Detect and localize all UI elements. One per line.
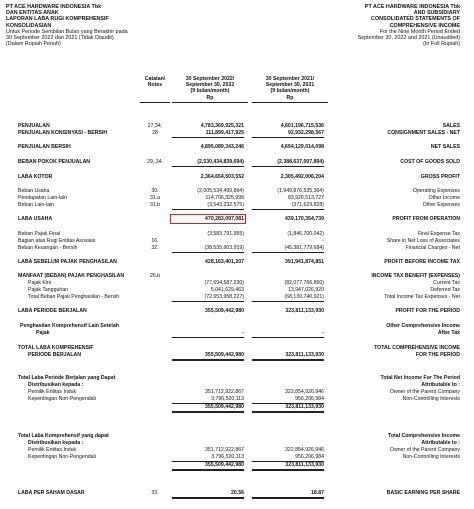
row-label-id: LABA PERIODE BERJALAN xyxy=(18,308,87,314)
row-value-2022: 111,899,417,925 xyxy=(172,130,244,138)
row-label-id: Distribusikan kepada : xyxy=(28,382,84,388)
row-label-id: Pajak Tangguhan xyxy=(28,287,68,293)
statement-row-laba-kotor xyxy=(0,174,474,181)
row-note: 33. xyxy=(151,490,159,496)
row-label-id: LABA USAHA xyxy=(18,216,53,222)
row-value-2021: - xyxy=(322,238,324,244)
statement-title-en-2: COMPREHENSIVE INCOME xyxy=(389,22,460,29)
row-value-2022: 355,509,442,980 xyxy=(172,352,244,361)
row-value-2022: 351,712,922,867 xyxy=(205,389,244,395)
row-label-en: Total Comprehensive Income xyxy=(388,433,460,439)
row-note: 31.a xyxy=(149,195,161,201)
row-label-en: BASIC EARNING PER SHARE xyxy=(386,490,460,496)
row-label-id: Total Laba Komprehensif yang dapat xyxy=(18,433,109,439)
row-value-2021: (45,381,779,684) xyxy=(252,245,324,253)
row-value-2021: 92,932,298,567 xyxy=(252,130,324,138)
row-value-2021: 439,170,354,739 xyxy=(285,216,324,222)
row-value-2021: 323,811,133,930 xyxy=(252,352,324,361)
row-label-en: Attributable to : xyxy=(421,382,460,388)
row-value-2021: (82,077,766,860) xyxy=(284,280,324,286)
row-label-en: Non-Controlling Interests xyxy=(402,396,460,402)
row-value-2021: 2,305,492,006,204 xyxy=(280,174,324,180)
statement-row-pajak-tangguhan xyxy=(0,287,474,294)
statement-title-id-2: KONSOLIDASIAN xyxy=(6,22,52,29)
statement-row-eps xyxy=(0,490,474,497)
statement-row-beban-lain xyxy=(0,202,474,209)
row-label-en: PROFIT BEFORE INCOME TAX xyxy=(384,259,460,265)
statement-row-penghasilan-komp-1 xyxy=(0,323,474,330)
row-label-id: Beban Keuangan - Bersih xyxy=(18,245,78,251)
statement-row-tlk-1 xyxy=(0,433,474,440)
row-value-2021: (1,949,876,535,364) xyxy=(277,188,324,194)
row-value-2021: 322,854,926,946 xyxy=(285,389,324,395)
subsidiary-id: DAN ENTITAS ANAK xyxy=(6,10,59,17)
statement-row-total-lk-2 xyxy=(0,352,474,359)
row-label-id: Beban Pajak Final xyxy=(18,231,61,237)
statement-row-penjualan xyxy=(0,123,474,130)
row-value-2022: (3,583,791,955) xyxy=(207,231,244,237)
notes-header-line: Catatan/ xyxy=(144,76,166,82)
row-label-en: PROFIT FROM OPERATION xyxy=(392,216,460,222)
statement-row-tlpb-1 xyxy=(0,375,474,382)
row-label-en: Non-Controlling Interests xyxy=(402,454,460,460)
row-label-en: PROFIT FOR THE PERIOD xyxy=(395,308,460,314)
row-note: 26.b xyxy=(149,273,161,279)
row-value-2022: 3,796,520,113 xyxy=(172,396,244,404)
row-label-id: PERIODE BERJALAN xyxy=(28,352,82,358)
row-label-id: MANFAAT (BEBAN) PAJAK PENGHASILAN xyxy=(18,273,125,279)
statement-title-en: CONSOLIDATED STATEMENTS OF xyxy=(371,16,460,23)
subsidiary-en: AND SUBSIDIARY xyxy=(413,10,460,17)
row-label-id: Beban Usaha xyxy=(18,188,50,194)
row-value-2022: 5,041,629,463 xyxy=(210,287,244,293)
statement-row-bagian-rugi xyxy=(0,238,474,245)
statement-row-tlpb-total xyxy=(0,404,474,411)
y2022-header-line: 30 September 2022/ xyxy=(185,76,235,82)
row-value-2021: (1,846,700,042) xyxy=(287,231,324,237)
row-value-2021: 13,947,026,920 xyxy=(287,287,324,293)
row-label-id: Beban Lain-lain xyxy=(18,202,55,208)
statement-row-tlk-2 xyxy=(0,440,474,447)
row-label-en: SALES xyxy=(442,123,460,129)
row-value-2022: 20.56 xyxy=(172,490,244,499)
row-label-en: TOTAL COMPREHENSIVE INCOME xyxy=(374,345,460,351)
statement-row-beban-usaha xyxy=(0,188,474,195)
row-value-2022: (3,543,232,575) xyxy=(172,202,244,210)
row-label-en: COST OF GOODS SOLD xyxy=(400,159,460,165)
period-en: For the Nine Month Period Ended xyxy=(379,28,460,35)
row-value-2022: 4,783,369,925,321 xyxy=(200,123,244,129)
row-value-2021: 4,601,196,715,536 xyxy=(280,123,324,129)
header-left xyxy=(6,4,216,47)
row-label-en: GROSS PROFIT xyxy=(420,174,460,180)
row-value-2022: 2,364,654,503,552 xyxy=(200,174,244,180)
period-dates-id: 30 September 2022 dan 2021 (Tidak Diaudit) xyxy=(6,35,114,42)
statement-row-tlpb-np xyxy=(0,396,474,403)
statement-row-pajak-kini xyxy=(0,280,474,287)
row-note: 28 xyxy=(152,130,158,136)
column-header-2022 xyxy=(172,76,248,101)
row-value-2022: (2,530,434,839,694) xyxy=(172,159,244,167)
row-note: 16. xyxy=(151,238,159,244)
row-note: 30. xyxy=(151,188,159,194)
y2021-header-rule xyxy=(252,102,328,103)
row-value-2021: (371,629,828) xyxy=(252,202,324,210)
row-value-2022: (2,005,534,499,894) xyxy=(197,188,244,194)
row-label-id: Total Beban Pajak Penghasilan - Bersih xyxy=(28,294,120,300)
row-label-id: PENJUALAN KONSINYASI - BERSIH xyxy=(18,130,108,136)
row-label-id: Kepentingan Non-Pengendali xyxy=(28,396,96,402)
y2022-header-line: September 30, 2022 xyxy=(185,82,235,89)
row-label-id: Pendapatan Lain-lain xyxy=(18,195,68,201)
row-value-2022: (72,653,958,227) xyxy=(172,294,244,302)
statement-row-beban-keuangan xyxy=(0,245,474,252)
row-value-2022: 355,509,442,980 xyxy=(205,308,244,314)
row-value-2021: (68,130,740,921) xyxy=(252,294,324,302)
highlight-box-operating-profit xyxy=(170,214,246,224)
row-note: 32. xyxy=(151,245,159,251)
company-name-en: PT ACE HARDWARE INDONESIA Tbk xyxy=(364,4,460,10)
y2021-header-line: 30 September 2021/ xyxy=(265,76,315,82)
row-label-en: Attributable to : xyxy=(421,440,460,446)
row-value-2022: - xyxy=(242,238,244,244)
statement-row-laba-sblm-pajak xyxy=(0,259,474,266)
statement-row-beban-keu xyxy=(0,231,474,238)
statement-row-tlk-np xyxy=(0,454,474,461)
row-label-en: Share in Net Loss of Associates xyxy=(386,238,460,244)
row-label-en: NET SALES xyxy=(430,144,460,150)
notes-header-line: Notes xyxy=(147,82,163,89)
row-note: 31.b xyxy=(149,202,161,208)
row-label-en: INCOME TAX BENEFIT (EXPENSES) xyxy=(371,273,460,279)
currency-id: (Dalam Rupiah Penuh) xyxy=(6,41,61,48)
period-id: Untuk Periode Sembilan Bulan yang Berakhir pada xyxy=(6,28,128,35)
currency-en: (In Full Rupiah) xyxy=(423,41,460,48)
row-label-id: Kepentingan Non-Pengendali xyxy=(28,454,96,460)
row-label-en: Operating Expenses xyxy=(412,188,460,194)
row-value-2022: 3,796,520,113 xyxy=(172,454,244,462)
statement-row-pend-lain xyxy=(0,195,474,202)
row-label-id: Total Laba Periode Berjalan yang Dapat xyxy=(18,375,116,381)
row-value-2022: 355,509,442,980 xyxy=(172,404,244,413)
row-label-en: Other Income xyxy=(428,195,460,201)
row-label-id: Distribusikan kepada : xyxy=(28,440,84,446)
row-label-en: Other Expenses xyxy=(422,202,460,208)
row-label-id: Pajak xyxy=(36,330,50,336)
row-label-id: BEBAN POKOK PENJUALAN xyxy=(18,159,91,165)
statement-row-beban-pokok xyxy=(0,159,474,166)
row-value-2021: 323,811,133,930 xyxy=(252,404,324,413)
row-label-en: Financial Charges - Net xyxy=(405,245,460,251)
y2021-header-line: September 30, 2021 xyxy=(265,82,315,89)
column-header-notes xyxy=(140,76,170,88)
row-label-en: Owner of the Parent Company xyxy=(389,389,460,395)
row-value-2021: 18.87 xyxy=(252,490,324,499)
row-label-en: Total Income Tax Expenses - Net xyxy=(384,294,460,300)
row-value-2021: 83,926,513,727 xyxy=(287,195,324,201)
row-value-2022: 428,163,401,207 xyxy=(205,259,244,265)
row-label-en: Total Net Income For The Period xyxy=(380,375,460,381)
row-label-id: PENJUALAN BERSIH xyxy=(18,144,71,150)
row-label-id: LABA KOTOR xyxy=(18,174,53,180)
row-label-en: FOR THE PERIOD xyxy=(415,352,460,358)
row-label-en: Owner of the Parent Company xyxy=(389,447,460,453)
row-value-2021: 4,694,129,014,098 xyxy=(280,144,324,150)
y2022-header-line: Rp xyxy=(206,94,214,101)
row-value-2021: - xyxy=(252,330,324,338)
row-value-2022: (77,694,587,230) xyxy=(204,280,244,286)
statement-row-penghasilan-komp-2 xyxy=(0,330,474,337)
row-label-id: Pemilik Entitas Induk xyxy=(28,447,77,453)
row-note: 27,34, xyxy=(147,123,163,129)
statement-row-total-lk-1 xyxy=(0,345,474,352)
row-value-2022: 470,283,097,081 xyxy=(205,216,244,222)
row-value-2021: (2,388,637,007,894) xyxy=(252,159,324,167)
row-value-2021: 322,854,926,946 xyxy=(285,447,324,453)
row-label-en: Final Expense Tax xyxy=(417,231,460,237)
notes-header-rule xyxy=(140,102,170,103)
row-value-2021: 323,811,133,930 xyxy=(285,308,324,314)
row-label-id: PENJUALAN xyxy=(18,123,50,129)
row-value-2022: 355,509,442,980 xyxy=(172,462,244,471)
y2022-header-rule xyxy=(172,102,248,103)
row-label-en: Deferred Tax xyxy=(430,287,460,293)
row-label-id: Pemilik Entitas Induk xyxy=(28,389,77,395)
row-value-2021: 956,206,984 xyxy=(252,454,324,462)
row-value-2022: (38,535,903,919) xyxy=(172,245,244,253)
row-value-2022: 351,712,922,867 xyxy=(205,447,244,453)
header-right xyxy=(250,4,460,47)
row-label-id: LABA PER SAHAM DASAR xyxy=(18,490,85,496)
statement-row-tlk-induk xyxy=(0,447,474,454)
row-value-2022: 4,895,089,343,246 xyxy=(200,144,244,150)
statement-row-konsinyasi xyxy=(0,130,474,137)
row-label-en: Other Comprehensive Income xyxy=(386,323,460,329)
row-label-id: Pajak Kini xyxy=(28,280,52,286)
period-dates-en: September 30, 2022 and 2021 (Unaudited) xyxy=(357,35,460,42)
statement-row-penj-bersih xyxy=(0,144,474,151)
row-value-2022: - xyxy=(172,330,244,338)
row-label-en: After Tax xyxy=(437,330,460,336)
y2022-header-line: (9 bulan/month) xyxy=(190,88,230,95)
row-label-en: Current Tax xyxy=(433,280,460,286)
company-name-id: PT ACE HARDWARE INDONESIA Tbk xyxy=(6,4,102,10)
statement-row-manfaat-pajak xyxy=(0,273,474,280)
statement-title-id: LAPORAN LABA RUGI KOMPREHENSIF xyxy=(6,16,109,23)
row-note: 29,,34. xyxy=(147,159,163,165)
row-label-id: LABA SEBELUM PAJAK PENGHASILAN xyxy=(18,259,117,265)
column-header-2021 xyxy=(252,76,328,101)
y2021-header-line: (9 bulan/month) xyxy=(270,88,310,95)
row-label-en: CONSIGNMENT SALES - NET xyxy=(387,130,460,136)
statement-row-laba-periode xyxy=(0,308,474,315)
statement-row-tlk-total xyxy=(0,462,474,469)
row-value-2021: 956,206,984 xyxy=(252,396,324,404)
statement-row-total-beban-pajak xyxy=(0,294,474,301)
row-value-2022: 114,706,325,998 xyxy=(205,195,244,201)
row-value-2021: 323,811,133,930 xyxy=(252,462,324,471)
statement-row-tlpb-induk xyxy=(0,389,474,396)
row-label-id: Penghasilan Komprehensif Lain Setelah xyxy=(20,323,119,329)
y2021-header-line: Rp xyxy=(286,94,294,101)
row-label-id: TOTAL LABA KOMPREHENSIF xyxy=(18,345,94,351)
row-value-2021: 391,941,874,851 xyxy=(285,259,324,265)
row-label-id: Bagian atas Rugi Entitas Asosiasi xyxy=(18,238,96,244)
statement-row-tlpb-2 xyxy=(0,382,474,389)
